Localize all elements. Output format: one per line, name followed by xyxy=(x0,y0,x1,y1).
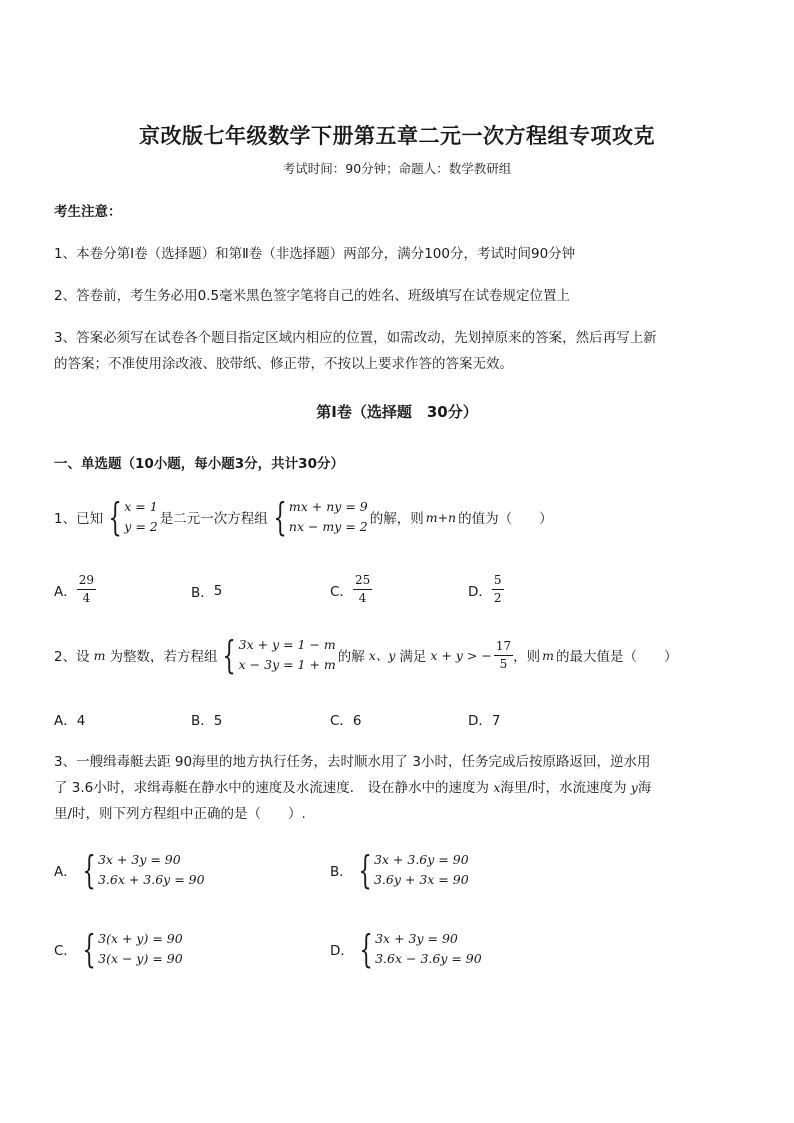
q1-option-d[interactable] xyxy=(468,572,504,607)
numerator: 29 xyxy=(77,572,96,590)
numerator: 17 xyxy=(494,638,513,656)
option-label: D． xyxy=(468,583,492,600)
fraction xyxy=(492,572,504,607)
q1-prefix: 1、已知 xyxy=(54,511,104,527)
option-value: 5 xyxy=(213,583,223,599)
question-1 xyxy=(54,497,553,537)
notice-item-2: 2、答卷前，考生务必用0.5毫米黑色签字笔将自己的姓名、班级填写在试卷规定位置上 xyxy=(54,288,571,304)
q3-line-2 xyxy=(54,776,651,796)
q2-condition: x + y > − xyxy=(430,647,492,663)
q1-sol-eq-1: x = 1 xyxy=(124,499,158,514)
denominator: 4 xyxy=(358,591,367,605)
equation-system xyxy=(355,850,469,890)
notice-heading: 考生注意： xyxy=(54,204,122,220)
q3-var-x: x xyxy=(493,780,501,795)
q3-option-d[interactable] xyxy=(330,929,484,969)
q1-sys-eq-2: nx − my = 2 xyxy=(288,519,368,534)
fraction xyxy=(353,572,372,607)
q1-sol-eq-2: y = 2 xyxy=(124,519,158,534)
q2-sys-eq-2: x − 3y = 1 + m xyxy=(238,657,336,672)
eq-1: 3(x + y) = 90 xyxy=(98,931,183,946)
left-brace-icon: { xyxy=(108,495,122,539)
q3-line-2-text: 了 3.6小时，求缉毒艇在静水中的速度及水流速度． 设在静水中的速度为 xyxy=(54,780,494,796)
denominator: 5 xyxy=(499,656,508,671)
q3-line-1: 3、一艘缉毒艇去距 90海里的地方执行任务，去时顺水用了 3小时，任务完成后按原路返回，逆水用 xyxy=(54,754,651,770)
option-label: A． xyxy=(54,864,77,880)
page-title: 京改版七年级数学下册第五章二元一次方程组专项攻克 xyxy=(139,123,655,148)
notice-item-1: 1、本卷分第Ⅰ卷（选择题）和第Ⅱ卷（非选择题）两部分，满分100分，考试时间90分钟 xyxy=(54,246,576,262)
left-brace-icon: { xyxy=(82,927,96,971)
question-2 xyxy=(54,635,677,675)
eq-2: 3(x − y) = 90 xyxy=(98,951,183,966)
numerator: 25 xyxy=(353,572,372,590)
left-brace-icon: { xyxy=(273,495,287,539)
eq-1: 3x + 3y = 90 xyxy=(375,931,458,946)
q2-sys-eq-1: 3x + y = 1 − m xyxy=(238,637,336,652)
q1-option-c[interactable] xyxy=(330,572,372,607)
option-label: B． xyxy=(330,864,353,880)
exam-info: 考试时间：90分钟；命题人：数学教研组 xyxy=(282,161,512,176)
q2-option-c[interactable]: C．6 xyxy=(330,713,362,729)
equation-system xyxy=(79,929,183,969)
q3-line-2-end: 海 xyxy=(637,780,652,796)
option-label: A． xyxy=(54,583,77,600)
eq-1: 3x + 3y = 90 xyxy=(97,852,181,867)
q1-equation-system xyxy=(270,497,368,537)
left-brace-icon: { xyxy=(358,848,372,892)
q2-text-2: 的解 xyxy=(337,649,365,665)
fraction xyxy=(77,572,96,607)
eq-2: 3.6x − 3.6y = 90 xyxy=(375,951,482,966)
q2-text-5: 的最大值是（ ） xyxy=(555,649,678,665)
q1-post-text-1: 的解，则 xyxy=(369,511,424,527)
option-label: C． xyxy=(330,583,353,600)
q1-option-a[interactable] xyxy=(54,572,96,607)
q3-option-a[interactable] xyxy=(54,850,207,890)
q2-text-4: ，则 xyxy=(513,649,541,665)
q1-sys-eq-1: mx + ny = 9 xyxy=(288,499,368,514)
eq-2: 3.6y + 3x = 90 xyxy=(373,872,469,887)
q3-line-2-mid: 海里/时，水流速度为 xyxy=(500,780,631,796)
q3-var-y: y xyxy=(630,780,638,795)
left-brace-icon: { xyxy=(82,848,96,892)
equation-system xyxy=(79,850,205,890)
part-title: 第Ⅰ卷（选择题 30分） xyxy=(316,403,478,421)
q3-line-3: 里/时，则下列方程组中正确的是（ ）. xyxy=(54,806,306,822)
q1-solution-system xyxy=(105,497,158,537)
q3-option-c[interactable] xyxy=(54,929,185,969)
eq-1: 3x + 3.6y = 90 xyxy=(373,852,469,867)
denominator: 2 xyxy=(493,591,502,605)
q2-option-b[interactable]: B．5 xyxy=(191,713,223,729)
numerator: 5 xyxy=(492,572,504,590)
q2-text-3: 满足 xyxy=(399,649,427,665)
q2-var-m: m xyxy=(93,647,106,663)
option-label: B． xyxy=(191,585,214,601)
left-brace-icon: { xyxy=(359,927,373,971)
eq-2: 3.6x + 3.6y = 90 xyxy=(97,872,205,887)
q1-mid-text: 是二元一次方程组 xyxy=(159,511,268,527)
q1-option-b[interactable] xyxy=(191,581,222,601)
denominator: 4 xyxy=(82,591,91,605)
section-heading: 一、单选题（10小题，每小题3分，共计30分） xyxy=(54,456,344,472)
q2-text-1: 为整数，若方程组 xyxy=(109,649,218,665)
q2-vars: x、y xyxy=(368,648,396,663)
option-label: D． xyxy=(330,943,354,959)
q1-expression: m+n xyxy=(425,509,457,525)
left-brace-icon: { xyxy=(222,633,237,677)
q2-prefix: 2、设 xyxy=(54,649,90,665)
equation-system xyxy=(356,929,482,969)
q2-equation-system xyxy=(219,635,335,675)
fraction xyxy=(494,638,513,673)
q2-var-m-2: m xyxy=(542,647,554,663)
option-label: C． xyxy=(54,943,77,959)
q3-option-b[interactable] xyxy=(330,850,471,890)
notice-item-3: 3、答案必须写在试卷各个题目指定区域内相应的位置，如需改动，先划掉原来的答案，然后再写上新 xyxy=(54,330,657,346)
notice-item-3-cont: 的答案；不准使用涂改液、胶带纸、修正带，不按以上要求作答的答案无效。 xyxy=(54,356,513,372)
q2-option-d[interactable]: D．7 xyxy=(468,713,501,729)
q1-post-text-2: 的值为（ ） xyxy=(458,511,553,527)
q2-option-a[interactable]: A．4 xyxy=(54,713,86,729)
